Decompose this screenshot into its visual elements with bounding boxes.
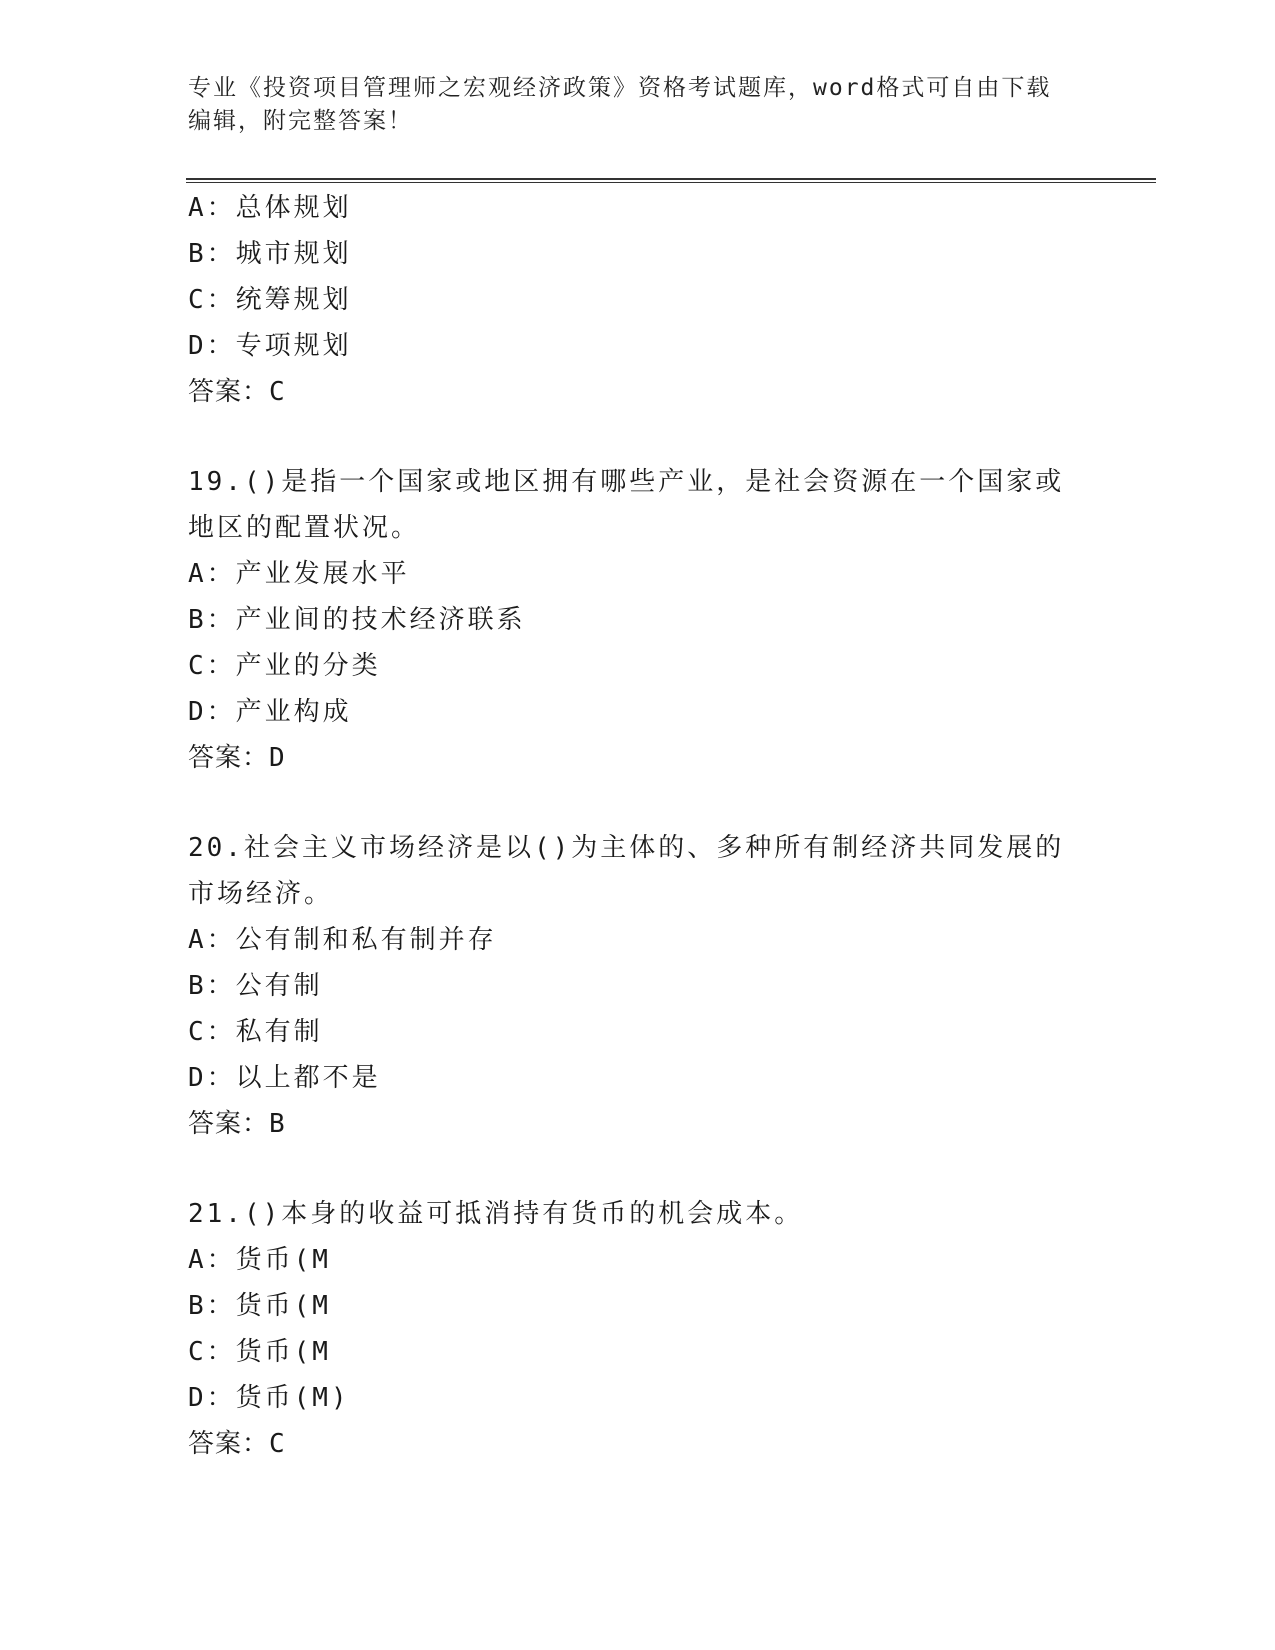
header-divider — [186, 178, 1156, 183]
question-21 — [188, 1191, 1088, 1467]
answer-label: 答案： — [188, 1429, 270, 1459]
answer-value: B — [269, 1109, 286, 1139]
question-stem: 20.社会主义市场经济是以()为主体的、多种所有制经济共同发展的市场经济。 — [188, 833, 1065, 909]
answer-label: 答案： — [188, 377, 270, 407]
question-stem: 19.()是指一个国家或地区拥有哪些产业，是社会资源在一个国家或地区的配置状况。 — [188, 467, 1065, 543]
answer-value: C — [269, 1429, 286, 1459]
answer-line — [188, 369, 1088, 415]
option-d: D：货币(M) — [188, 1383, 350, 1413]
option-a: A：产业发展水平 — [188, 559, 410, 589]
question-18 — [188, 185, 1088, 415]
option-d: D：以上都不是 — [188, 1063, 381, 1093]
option-c: C：统筹规划 — [188, 285, 352, 315]
answer-line — [188, 735, 1088, 781]
option-b: B：产业间的技术经济联系 — [188, 605, 526, 635]
option-c: C：私有制 — [188, 1017, 323, 1047]
option-a: A：总体规划 — [188, 193, 352, 223]
answer-line — [188, 1421, 1088, 1467]
question-19 — [188, 459, 1088, 781]
document-header: 专业《投资项目管理师之宏观经济政策》资格考试题库，word格式可自由下载编辑，附完整答案！ — [188, 75, 1052, 134]
option-c: C：货币(M — [188, 1337, 331, 1367]
option-a: A：货币(M — [188, 1245, 331, 1275]
option-b: B：公有制 — [188, 971, 323, 1001]
answer-value: C — [269, 377, 286, 407]
question-20 — [188, 825, 1088, 1147]
option-a: A：公有制和私有制并存 — [188, 925, 497, 955]
option-d: D：产业构成 — [188, 697, 352, 727]
option-d: D：专项规划 — [188, 331, 352, 361]
option-b: B：城市规划 — [188, 239, 352, 269]
answer-label: 答案： — [188, 743, 270, 773]
answer-label: 答案： — [188, 1109, 270, 1139]
question-list — [188, 185, 1088, 1467]
option-b: B：货币(M — [188, 1291, 331, 1321]
answer-line — [188, 1101, 1088, 1147]
option-c: C：产业的分类 — [188, 651, 381, 681]
question-stem: 21.()本身的收益可抵消持有货币的机会成本。 — [188, 1199, 804, 1229]
answer-value: D — [269, 743, 286, 773]
